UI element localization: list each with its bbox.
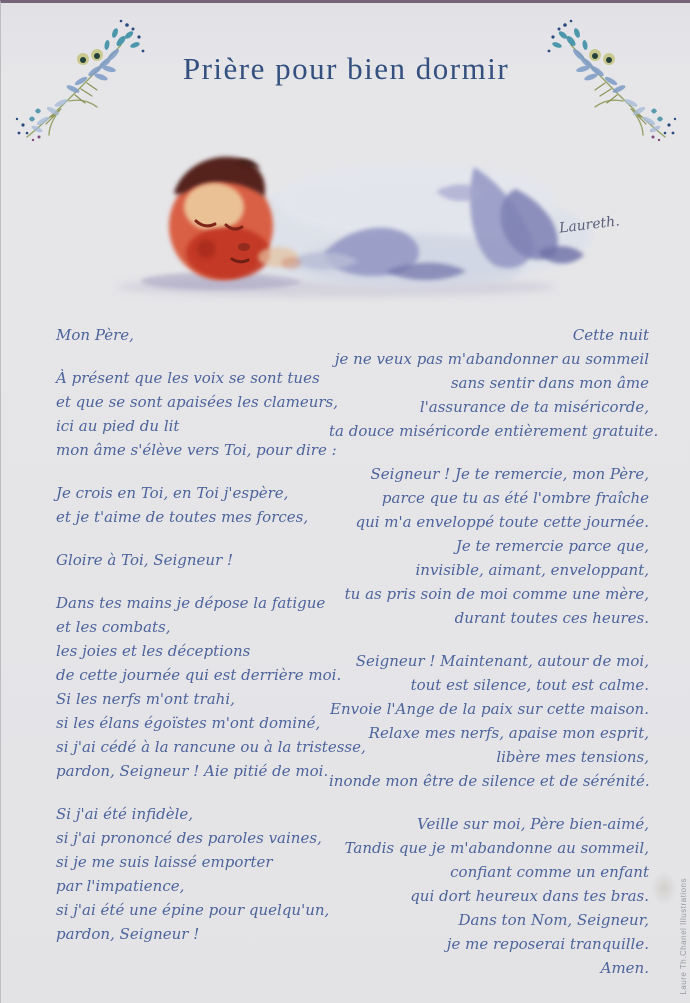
poem-line: Envoie l'Ange de la paix sur cette maison. (330, 700, 649, 718)
poem-line: Je te remercie parce que, (455, 537, 649, 555)
poem-line: durant toutes ces heures. (454, 609, 649, 627)
poem-line: tout est silence, tout est calme. (410, 676, 649, 694)
poem-line: Je crois en Toi, en Toi j'espère, (56, 484, 289, 502)
poem-line: Seigneur ! Je te remercie, mon Père, (370, 465, 649, 483)
scan-smudge (651, 871, 677, 905)
poem-stanza (329, 323, 659, 443)
poem-line: sans sentir dans mon âme (450, 374, 649, 392)
poem-line: Seigneur ! Maintenant, autour de moi, (355, 652, 649, 670)
poem-column-left (56, 323, 366, 965)
poem-line: Relaxe mes nerfs, apaise mon esprit, (368, 724, 649, 742)
poem-stanza (56, 802, 366, 946)
poem-line: mon âme s'élève vers Toi, pour dire : (56, 441, 337, 459)
poem-line: invisible, aimant, enveloppant, (415, 561, 649, 579)
poem-line: ici au pied du lit (56, 417, 180, 435)
poem-line: Veille sur moi, Père bien-aimé, (417, 815, 649, 833)
poem-line: pardon, Seigneur ! (56, 925, 200, 943)
sleeping-baby-illustration (86, 131, 606, 311)
poem-line: si les élans égoïstes m'ont dominé, (56, 714, 321, 732)
poem-line: je me reposerai tranquille. (446, 935, 649, 953)
poem-line: Amen. (600, 959, 649, 977)
poem-line: Si j'ai été infidèle, (56, 805, 194, 823)
poem-stanza (56, 481, 366, 529)
poem-line: ta douce miséricorde entièrement gratuite. (329, 422, 659, 440)
poem-line: qui dort heureux dans tes bras. (410, 887, 649, 905)
poem-line: confiant comme un enfant (450, 863, 649, 881)
poem-line: Si les nerfs m'ont trahi, (56, 690, 235, 708)
poem-line: si j'ai cédé à la rancune ou à la tristesse, (56, 738, 366, 756)
poem-line: À présent que les voix se sont tues (56, 369, 320, 387)
poem-stanza (56, 548, 366, 572)
poem-line: et je t'aime de toutes mes forces, (56, 508, 309, 526)
poem-line: Dans tes mains je dépose la fatigue (56, 594, 326, 612)
poem-line: tu as pris soin de moi comme une mère, (344, 585, 649, 603)
poem-line: les joies et les déceptions (56, 642, 251, 660)
poem-stanza (329, 462, 649, 630)
poem-stanza (56, 366, 366, 462)
poem-stanza (329, 812, 649, 980)
poem-stanza (329, 649, 649, 793)
illustrator-credit: Laure Th.Chanel Illustrations (679, 878, 688, 995)
poem-line: si je me suis laissé emporter (56, 853, 273, 871)
poem-line: par l'impatience, (56, 877, 185, 895)
illustration-signature: Laureth. (558, 213, 621, 237)
poem-line: et que se sont apaisées les clameurs, (56, 393, 338, 411)
poem-line: de cette journée qui est derrière moi. (56, 666, 342, 684)
page-title: Prière pour bien dormir (182, 51, 510, 86)
poem-column-right (329, 323, 659, 999)
baby-head (169, 157, 273, 280)
poem-line: qui m'a enveloppé toute cette journée. (355, 513, 649, 531)
poem-line: parce que tu as été l'ombre fraîche (381, 489, 649, 507)
poem-line: Mon Père, (56, 326, 134, 344)
poem-line: inonde mon être de silence et de sérénité. (329, 772, 650, 790)
poem-line: l'assurance de ta miséricorde, (419, 398, 649, 416)
poem-line: Dans ton Nom, Seigneur, (458, 911, 649, 929)
poem-stanza (56, 591, 366, 783)
poem-line: Cette nuit (572, 326, 649, 344)
poem-line: si j'ai été une épine pour quelqu'un, (56, 901, 330, 919)
poem-line: Gloire à Toi, Seigneur ! (56, 551, 234, 569)
poem-line: libère mes tensions, (496, 748, 649, 766)
poem-stanza (56, 323, 366, 347)
poem-line: et les combats, (56, 618, 171, 636)
poem-line: si j'ai prononcé des paroles vaines, (56, 829, 322, 847)
poem-line: je ne veux pas m'abandonner au sommeil (334, 350, 649, 368)
poem-line: Tandis que je m'abandonne au sommeil, (344, 839, 649, 857)
poem-line: pardon, Seigneur ! Aie pitié de moi. (56, 762, 329, 780)
